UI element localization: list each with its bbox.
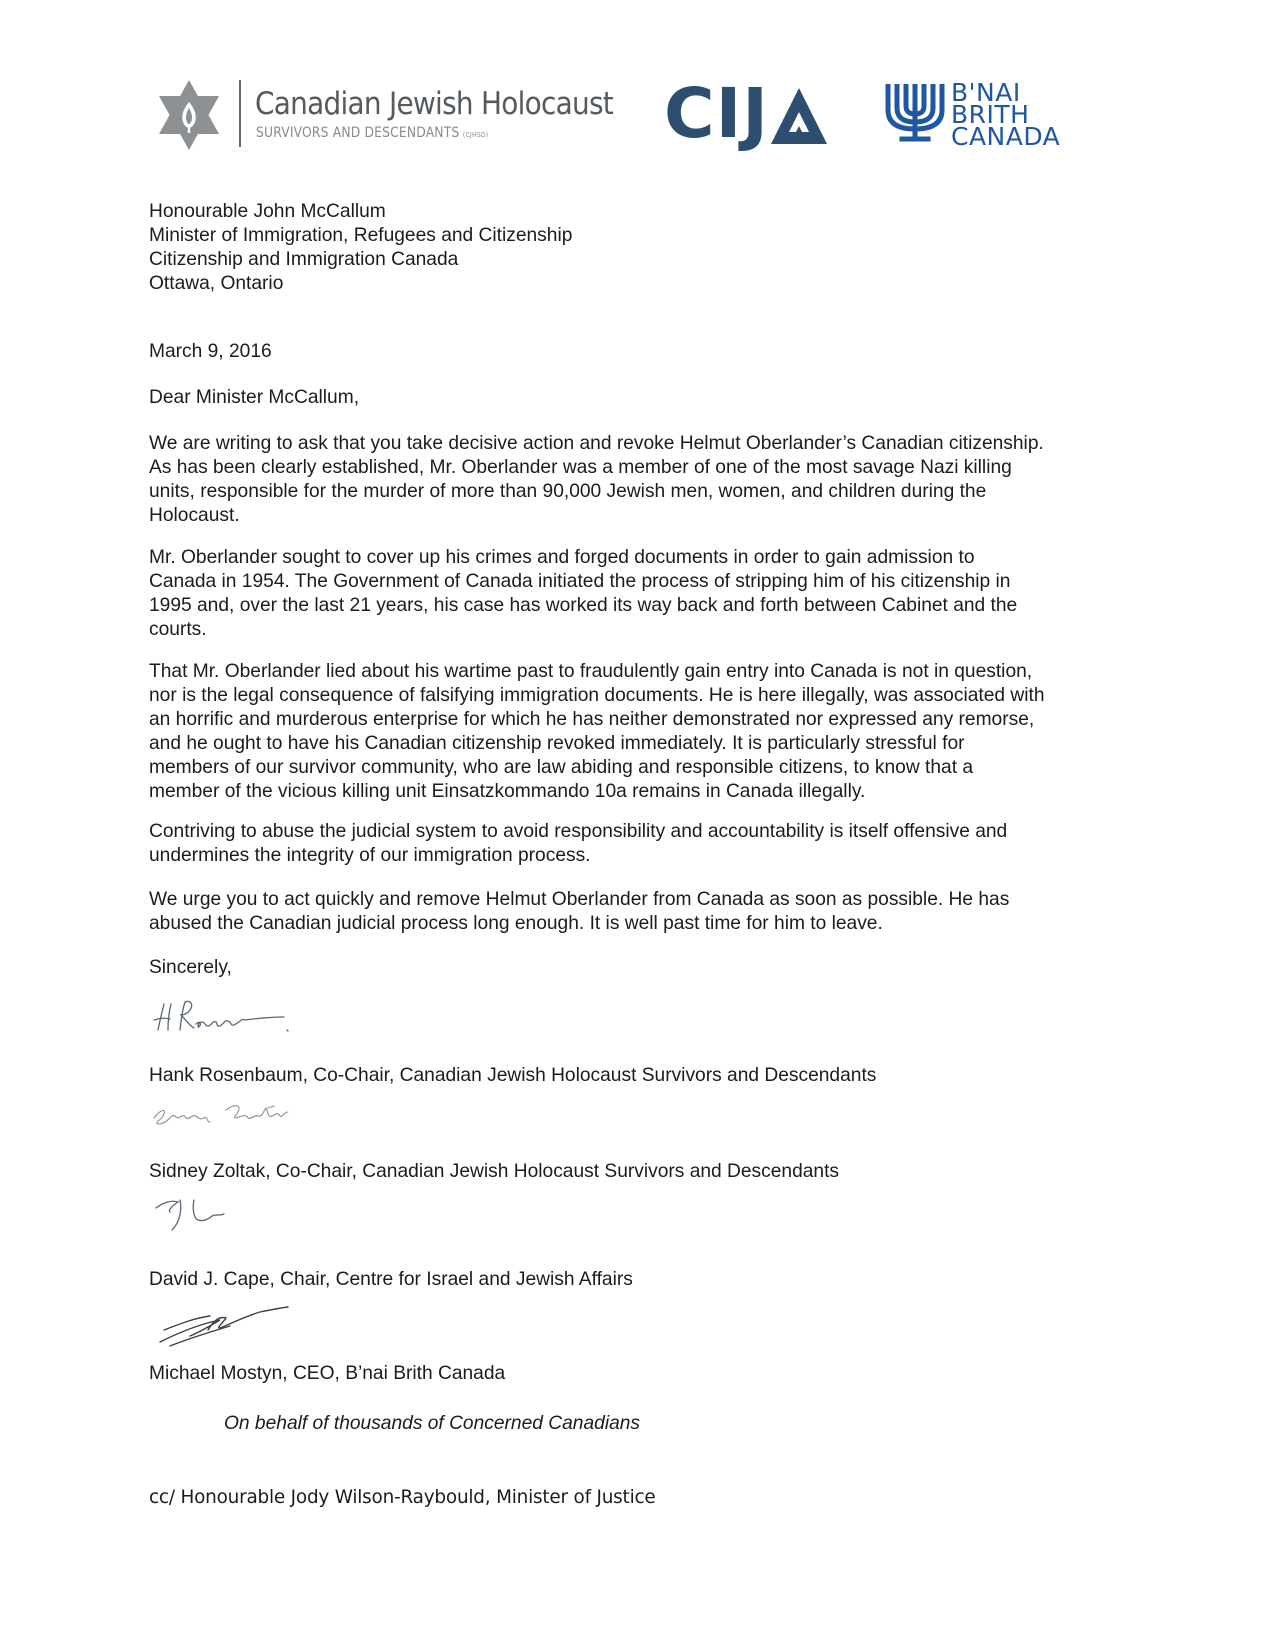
paragraph-line: and he ought to have his Canadian citizenship revoked immediately. It is particularly stressful for <box>149 732 965 754</box>
bnai-brith-logo-text <box>951 78 1061 151</box>
body-paragraph-3 <box>149 660 1109 803</box>
signature-michael-mostyn <box>150 1302 300 1352</box>
on-behalf-note: On behalf of thousands of Concerned Canadians <box>224 1413 641 1434</box>
paragraph-line: Mr. Oberlander sought to cover up his crimes and forged documents in order to gain admission to <box>149 547 975 568</box>
paragraph-line: Contriving to abuse the judicial system to avoid responsibility and accountability is itself offensive and <box>149 821 1008 842</box>
bnai-brith-line-3: CANADA <box>951 122 1061 151</box>
paragraph-line: member of the vicious killing unit Einsatzkommando 10a remains in Canada illegally. <box>149 780 866 802</box>
cjhsd-subtitle-text: SURVIVORS AND DESCENDANTS <box>256 125 460 141</box>
body-paragraph-5 <box>149 888 1109 936</box>
paragraph-line: As has been clearly established, Mr. Oberlander was a member of one of the most savage Nazi killing <box>149 456 1012 478</box>
body-paragraph-4 <box>149 820 1109 868</box>
logo-divider <box>239 80 241 147</box>
signatory-3-line: David J. Cape, Chair, Centre for Israel and Jewish Affairs <box>149 1269 633 1290</box>
letterhead <box>0 0 1275 170</box>
recipient-line: Citizenship and Immigration Canada <box>149 248 459 270</box>
paragraph-line: an horrific and murderous enterprise for which he has neither demonstrated nor expressed any remorse, <box>149 708 1035 730</box>
paragraph-line: That Mr. Oberlander lied about his wartime past to fraudulently gain entry into Canada is not in question, <box>149 661 1033 682</box>
cija-logo <box>664 74 829 154</box>
recipient-line: Ottawa, Ontario <box>149 272 284 294</box>
paragraph-line: Holocaust. <box>149 504 240 526</box>
signature-hank-rosenbaum <box>150 990 300 1040</box>
cjhsd-logo-title: Canadian Jewish Holocaust <box>255 86 613 122</box>
salutation: Dear Minister McCallum, <box>149 387 360 408</box>
paragraph-line: courts. <box>149 618 207 640</box>
cjhsd-abbreviation: (CJHSD) <box>462 131 489 139</box>
cija-logo-text: CIJ <box>664 74 769 154</box>
bnai-brith-line-2: BRITH <box>951 100 1030 129</box>
closing: Sincerely, <box>149 957 232 978</box>
signatory-4-line: Michael Mostyn, CEO, B’nai Brith Canada <box>149 1363 506 1384</box>
paragraph-line: We urge you to act quickly and remove Helmut Oberlander from Canada as soon as possible. He has <box>149 889 1010 910</box>
paragraph-line: abused the Canadian judicial process long enough. It is well past time for him to leave. <box>149 912 883 934</box>
paragraph-line: members of our survivor community, who are law abiding and responsible citizens, to know that a <box>149 756 974 778</box>
cija-triangle-a-icon <box>769 86 829 146</box>
paragraph-line: nor is the legal consequence of falsifying immigration documents. He is here illegally, was associated with <box>149 684 1045 706</box>
recipient-address <box>149 200 1109 296</box>
star-of-david-logo-icon <box>152 78 226 152</box>
paragraph-line: We are writing to ask that you take decisive action and revoke Helmut Oberlander’s Canadian citizenship. <box>149 433 1044 454</box>
menorah-logo-icon <box>880 84 950 144</box>
signatory-2-line: Sidney Zoltak, Co-Chair, Canadian Jewish Holocaust Survivors and Descendants <box>149 1161 840 1182</box>
letter-date: March 9, 2016 <box>149 341 272 362</box>
cjhsd-logo-subtitle <box>256 125 488 141</box>
recipient-line: Minister of Immigration, Refugees and Citizenship <box>149 224 573 246</box>
cc-line: cc/ Honourable Jody Wilson-Raybould, Minister of Justice <box>149 1487 656 1508</box>
body-paragraph-2 <box>149 546 1109 642</box>
signatory-1-line: Hank Rosenbaum, Co-Chair, Canadian Jewish Holocaust Survivors and Descendants <box>149 1065 877 1086</box>
signature-sidney-zoltak <box>150 1092 320 1132</box>
paragraph-line: 1995 and, over the last 21 years, his case has worked its way back and forth between Cabinet and the <box>149 594 1018 616</box>
bnai-brith-line-1: B'NAI <box>951 78 1021 107</box>
paragraph-line: undermines the integrity of our immigration process. <box>149 844 591 866</box>
signature-david-cape <box>150 1188 240 1238</box>
paragraph-line: units, responsible for the murder of more than 90,000 Jewish men, women, and children during the <box>149 480 987 502</box>
body-paragraph-1 <box>149 432 1109 528</box>
recipient-line: Honourable John McCallum <box>149 201 386 222</box>
paragraph-line: Canada in 1954. The Government of Canada initiated the process of stripping him of his citizenship in <box>149 570 1011 592</box>
